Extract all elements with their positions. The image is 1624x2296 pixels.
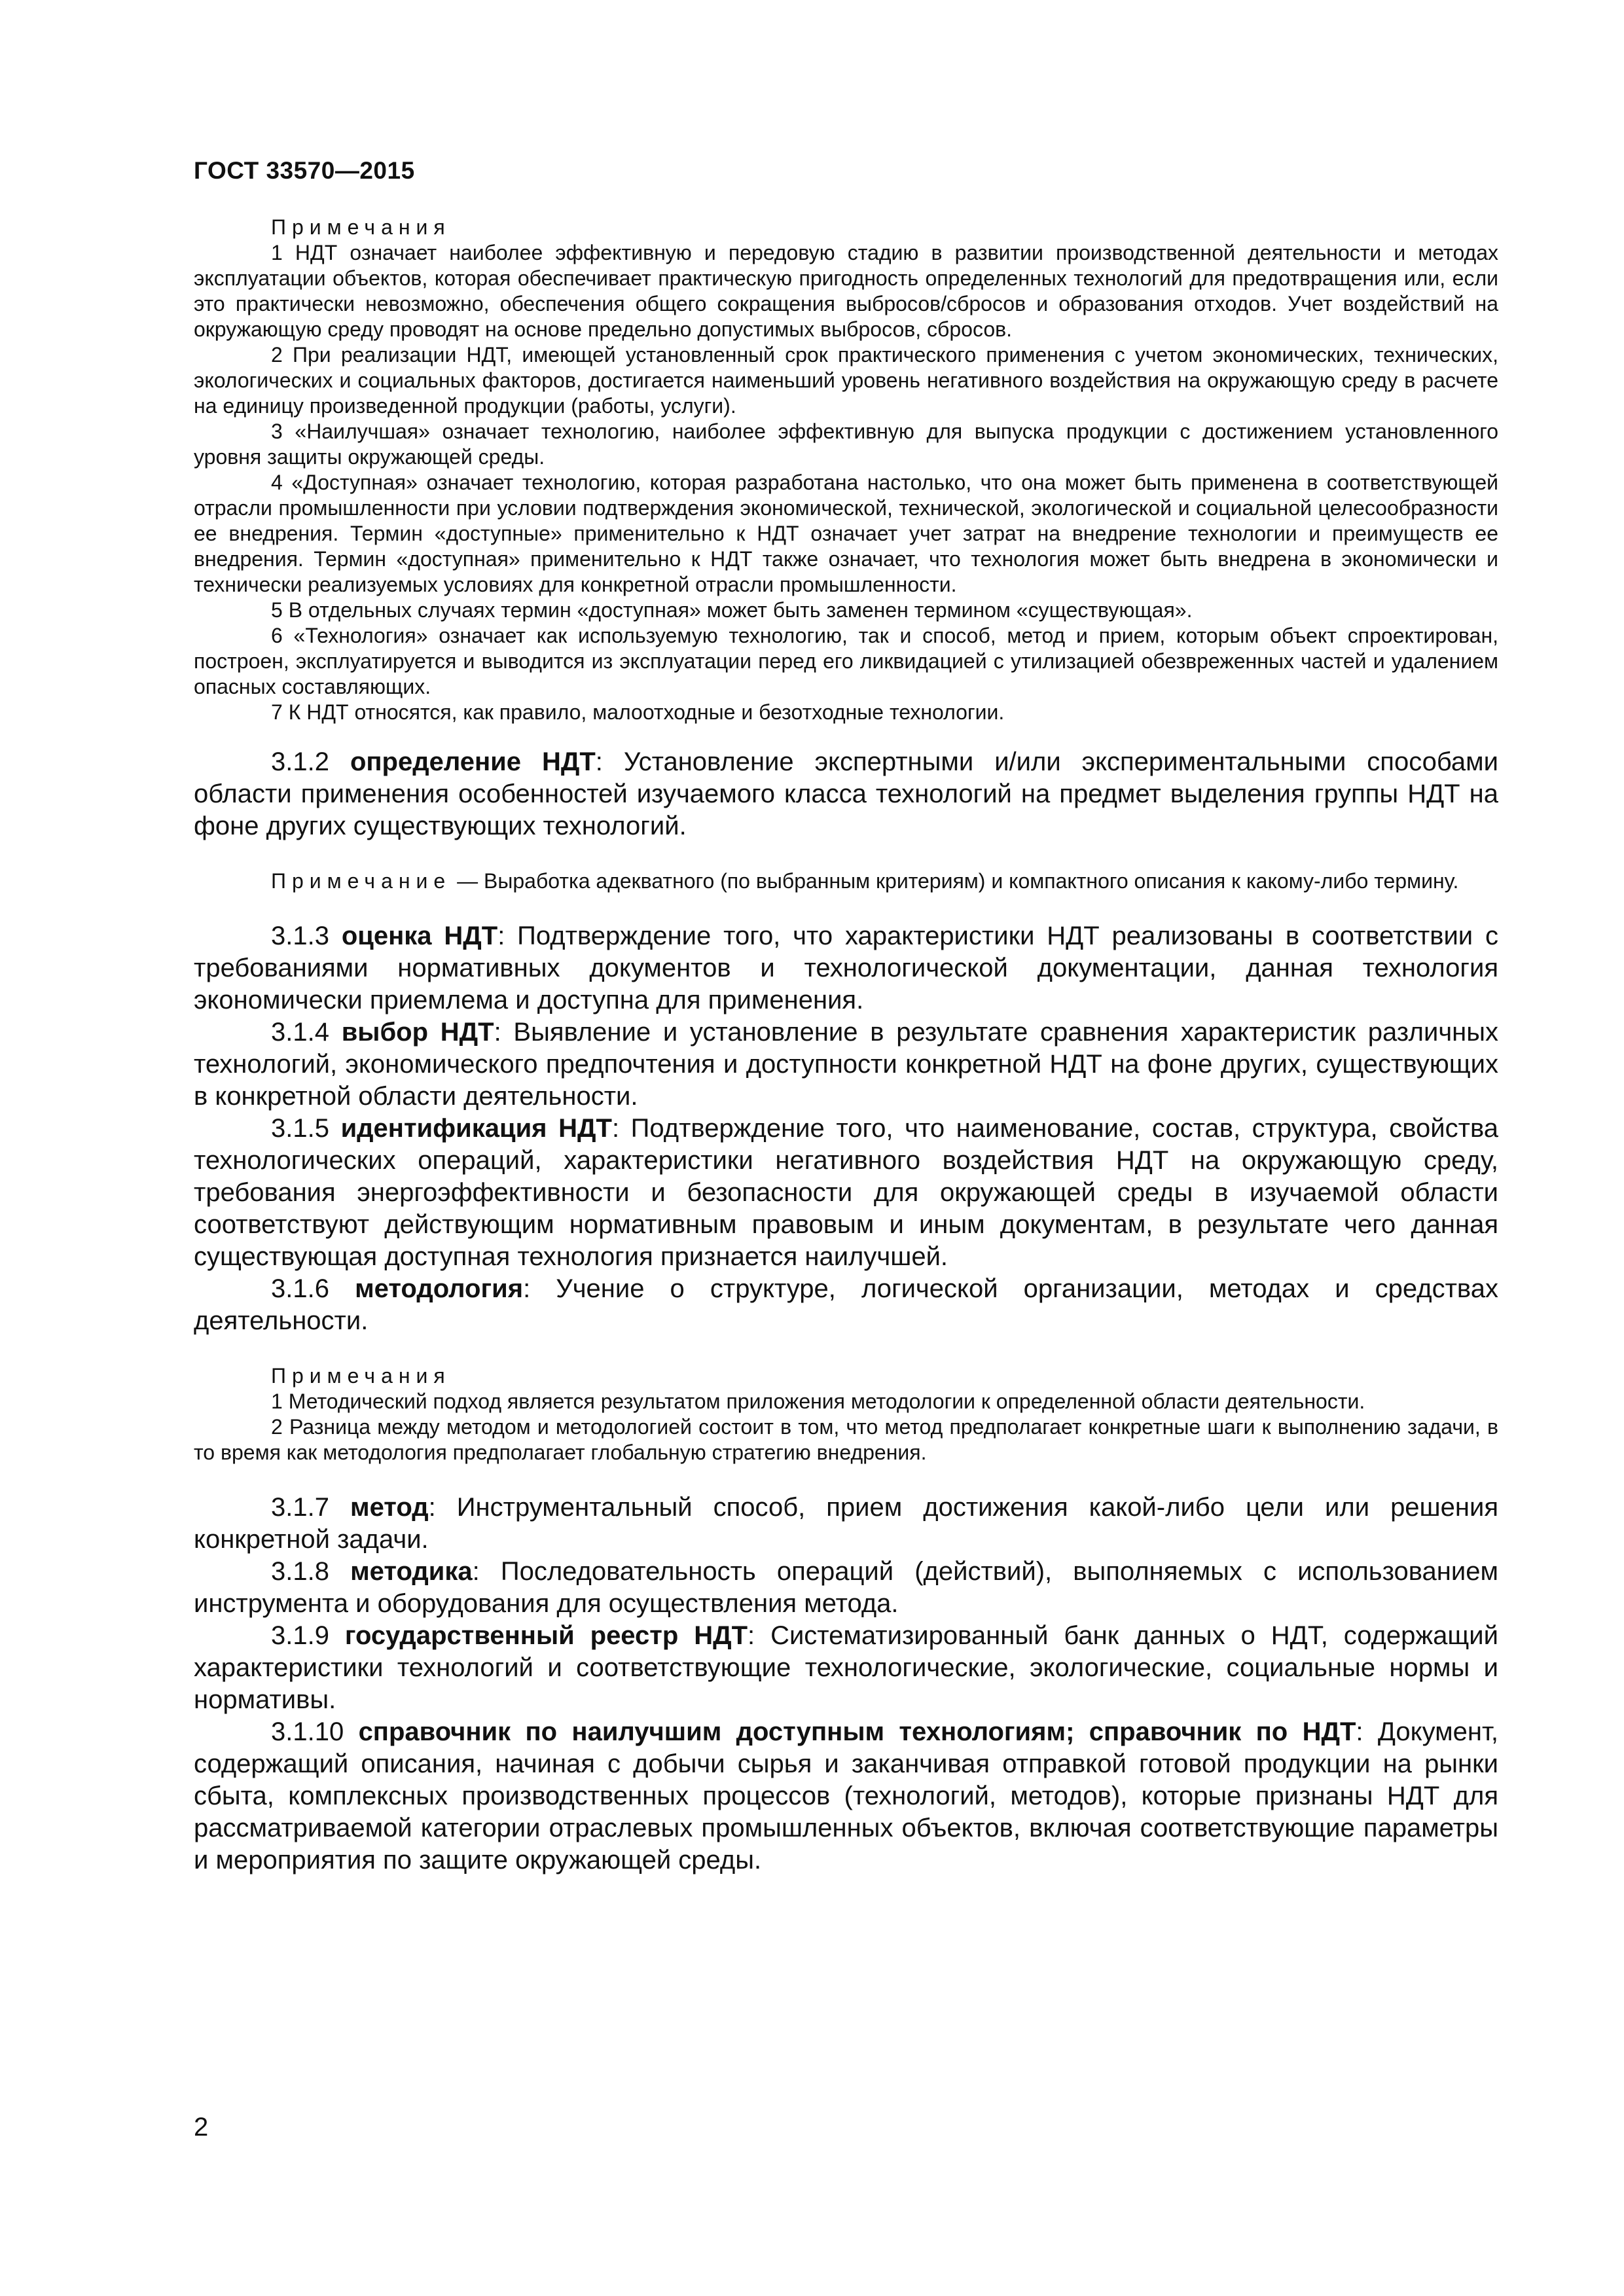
page-number: 2 xyxy=(194,2113,209,2142)
definition-number: 3.1.2 xyxy=(271,747,329,776)
definition-text: : Учение о структуре, логической организации, методах и средствах деятельности. xyxy=(194,1274,1498,1335)
note-item: 1 НДТ означает наиболее эффективную и передовую стадию в развитии производственной деятельности и методах эксплуатации объектов, которая обеспечивает практическую пригодность определенных технологий для предотвращения или, если это практически невозможно, обеспечения общего сокращения выбросов/сбросов и образования отходов. Учет воздействий на окружающую среду проводят на основе предельно допустимых выбросов, сбросов. xyxy=(194,241,1498,341)
note-label: Примечание xyxy=(271,869,452,893)
definition-number: 3.1.9 xyxy=(271,1621,329,1650)
definition-text: : Инструментальный способ, прием достижения какой-либо цели или решения конкретной задачи. xyxy=(194,1493,1498,1554)
definition-term: определение НДТ xyxy=(350,747,596,776)
definition-3-1-10 xyxy=(194,1716,1498,1876)
definition-term: методика xyxy=(350,1557,473,1586)
definition-3-1-8 xyxy=(194,1556,1498,1620)
definition-3-1-5 xyxy=(194,1113,1498,1273)
note-item: 3 «Наилучшая» означает технологию, наиболее эффективную для выпуска продукции с достижением установленного уровня защиты окружающей среды. xyxy=(194,420,1498,469)
definition-text: : Подтверждение того, что характеристики НДТ реализованы в соответствии с требованиями нормативных документов и технологической документации, данная технология экономически приемлема и доступна для применения. xyxy=(194,922,1498,1014)
note-item: 1 Методический подход является результатом приложения методологии к определенной области деятельности. xyxy=(271,1390,1365,1413)
definition-text: : Систематизированный банк данных о НДТ, содержащий характеристики технологий и соответствующие технологические, экологические, социальные нормы и нормативы. xyxy=(194,1621,1498,1714)
note-item: 2 При реализации НДТ, имеющей установленный срок практического применения с учетом экономических, технических, экологических и социальных факторов, достигается наименьший уровень негативного воздействия на окружающую среду в расчете на единицу произведенной продукции (работы, услуги). xyxy=(194,343,1498,418)
definition-term: выбор НДТ xyxy=(341,1018,494,1047)
definition-text: : Установление экспертными и/или экспериментальными способами области применения особенностей изучаемого класса технологий на предмет выделения группы НДТ на фоне других существующих технологий. xyxy=(194,747,1498,840)
notes-heading: Примечания xyxy=(271,215,451,239)
definition-number: 3.1.5 xyxy=(271,1114,329,1143)
definition-number: 3.1.6 xyxy=(271,1274,329,1303)
definition-3-1-2 xyxy=(194,746,1498,842)
definition-term: метод xyxy=(350,1493,429,1522)
definition-3-1-3 xyxy=(194,920,1498,1016)
definition-term: справочник по наилучшим доступным технологиям; справочник по НДТ xyxy=(358,1717,1356,1746)
note-item: 5 В отдельных случаях термин «доступная» может быть заменен термином «существующая». xyxy=(271,598,1193,622)
definition-text: : Выявление и установление в результате сравнения характеристик различных технологий, экономического предпочтения и доступности конкретной НДТ на фоне других, существующих в конкретной области деятельности. xyxy=(194,1018,1498,1111)
document-header: ГОСТ 33570—2015 xyxy=(194,157,415,184)
notes-block xyxy=(194,1363,1498,1465)
definition-number: 3.1.3 xyxy=(271,922,329,950)
definition-text: : Подтверждение того, что наименование, состав, структура, свойства технологических операций, характеристики негативного воздействия НДТ на окружающую среду, требования энергоэффективности и безопасности для окружающей среды в изучаемой области соответствуют действующим нормативным правовым и иным документам, в результате чего данная существующая доступная технология признается наилучшей. xyxy=(194,1114,1498,1271)
definition-3-1-6 xyxy=(194,1273,1498,1337)
definition-number: 3.1.8 xyxy=(271,1557,329,1586)
definition-term: государственный реестр НДТ xyxy=(344,1621,748,1650)
note-single xyxy=(194,869,1498,894)
definition-number: 3.1.4 xyxy=(271,1018,329,1047)
definition-3-1-7 xyxy=(194,1492,1498,1556)
note-item: 4 «Доступная» означает технологию, которая разработана настолько, что она может быть применена в соответствующей отрасли промышленности при условии подтверждения экономической, технической, экологической и социальной целесообразности ее внедрения. Термин «доступные» применительно к НДТ означает учет затрат на внедрение технологии и преимуществ ее внедрения. Термин «доступная» применительно к НДТ также означает, что технология может быть внедрена в экономически и технически реализуемых условиях для конкретной отрасли промышленности. xyxy=(194,471,1498,596)
notes-block xyxy=(194,215,1498,725)
definition-3-1-4 xyxy=(194,1016,1498,1113)
note-item: 7 К НДТ относятся, как правило, малоотходные и безотходные технологии. xyxy=(271,700,1005,724)
notes-heading: Примечания xyxy=(271,1364,451,1388)
definition-term: идентификация НДТ xyxy=(340,1114,612,1143)
definition-term: методология xyxy=(355,1274,524,1303)
page-content xyxy=(194,215,1498,1876)
note-text: — Выработка адекватного (по выбранным критериям) и компактного описания к какому-либо термину. xyxy=(451,869,1459,893)
definition-number: 3.1.10 xyxy=(271,1717,344,1746)
definition-3-1-9 xyxy=(194,1620,1498,1716)
note-item: 6 «Технология» означает как используемую технологию, так и способ, метод и прием, которым объект спроектирован, построен, эксплуатируется и выводится из эксплуатации перед его ликвидацией с утилизацией обезвреженных частей и удалением опасных составляющих. xyxy=(194,624,1498,698)
note-item: 2 Разница между методом и методологией состоит в том, что метод предполагает конкретные шаги к выполнению задачи, в то время как методология предполагает глобальную стратегию внедрения. xyxy=(194,1415,1498,1464)
definition-term: оценка НДТ xyxy=(341,922,498,950)
definition-text: : Последовательность операций (действий), выполняемых с использованием инструмента и оборудования для осуществления метода. xyxy=(194,1557,1498,1618)
definition-number: 3.1.7 xyxy=(271,1493,329,1522)
definition-text: : Документ, содержащий описания, начиная с добычи сырья и заканчивая отправкой готовой продукции на рынки сбыта, комплексных производственных процессов (технологий, методов), которые признаны НДТ для рассматриваемой категории отраслевых промышленных объектов, включая соответствующие параметры и мероприятия по защите окружающей среды. xyxy=(194,1717,1498,1874)
